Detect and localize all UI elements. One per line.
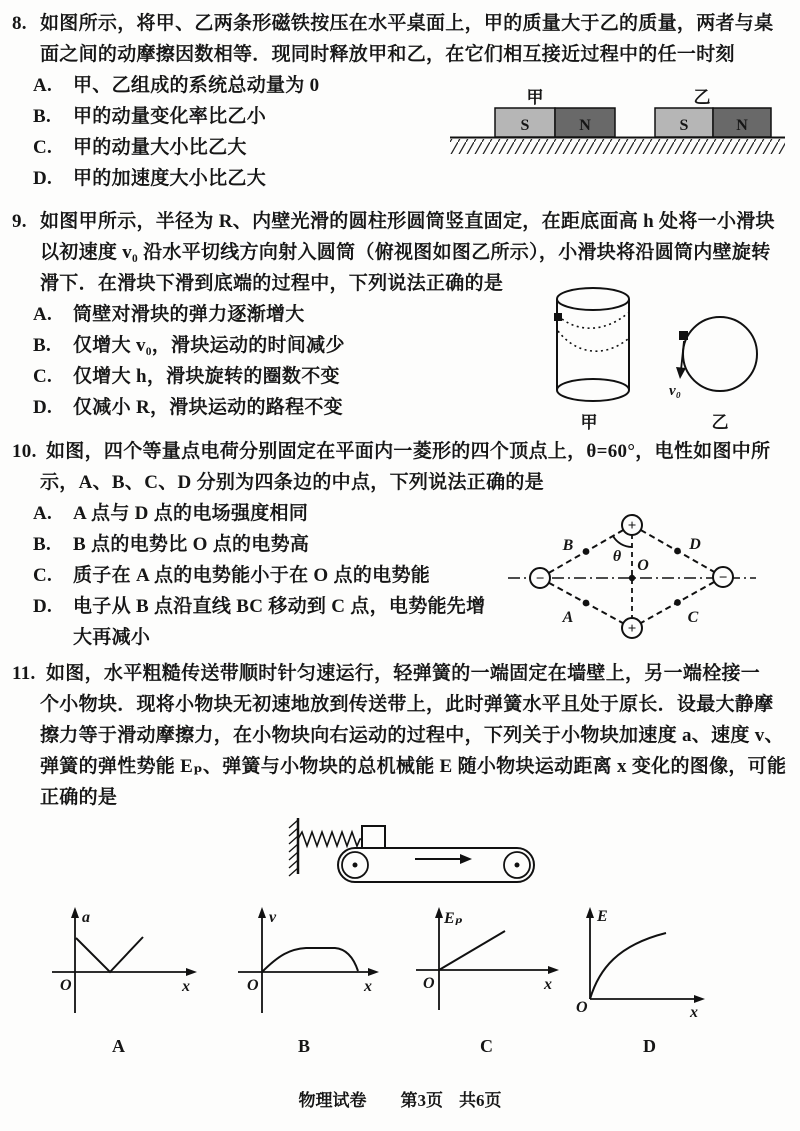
q11-stem-text-1: 如图，水平粗糙传送带顺时针匀速运行，轻弹簧的一端固定在墙壁上，另一端栓接一 (46, 663, 761, 684)
point-a-dot (583, 600, 590, 607)
q8-option-a-label: A. (33, 75, 53, 96)
point-c-label: C (687, 609, 699, 626)
origin-label: O (576, 999, 588, 1016)
footer-doc-title: 物理试卷 (298, 1091, 367, 1110)
q11-stem-line-5: 正确的是 (40, 787, 118, 808)
q8-option-b-text: 甲的动量变化率比乙小 (73, 106, 267, 127)
graph-option-b (222, 905, 412, 1030)
q9-stem-line-3: 滑下．在滑块下滑到底端的过程中，下列说法正确的是 (40, 273, 504, 294)
curve-ep-vs-x (439, 931, 505, 970)
q10-stem-text-1: 如图，四个等量点电荷分别固定在平面内一菱形的四个顶点上，θ=60°，电性如图中所 (46, 441, 771, 462)
point-o-label: O (637, 557, 649, 574)
origin-label: O (247, 977, 259, 994)
magnet-jia-label: 甲 (526, 88, 544, 107)
svg-text:−: − (718, 570, 728, 586)
q8-option-c-text: 甲的动量大小比乙大 (73, 137, 247, 158)
q8-stem-line-2: 面之间的动摩擦因数相等．现同时释放甲和乙，在它们相互接近过程中的任一时刻 (40, 44, 735, 65)
q10-number: 10. (12, 441, 37, 462)
point-b-dot (583, 548, 590, 555)
q10-option-c-label: C. (33, 565, 53, 586)
magnet-yi-n-pole: N (736, 117, 748, 134)
footer-page-total: 共6页 (459, 1091, 502, 1110)
graph-a-caption: A (112, 1036, 125, 1056)
q8-option-c-label: C. (33, 137, 53, 158)
y-axis-label: E (597, 908, 608, 925)
y-axis-label: a (82, 909, 90, 926)
q10-option-b-label: B. (33, 534, 52, 555)
q9-stem-line-1 (0, 206, 800, 237)
block (362, 826, 385, 848)
q11-stem-line-3: 擦力等于滑动摩擦力，在小物块向右运动的过程中，下列关于小物块加速度 a、速度 v、 (40, 725, 784, 746)
q11-stem-line-1 (0, 658, 800, 689)
spring (298, 832, 362, 846)
magnet-jia-n-pole: N (579, 117, 591, 134)
ground-hatching (450, 139, 785, 154)
magnet-jia-s-pole: S (520, 117, 530, 134)
q8-stem-line-1 (0, 8, 800, 39)
magnet-yi-label: 乙 (693, 88, 711, 107)
point-d-dot (674, 548, 681, 555)
q9-option-a-text: 筒壁对滑块的弹力逐渐增大 (73, 304, 305, 325)
q10-option-b-text: B 点的电势比 O 点的电势高 (73, 534, 310, 555)
q11-number: 11. (12, 663, 36, 684)
q8-option-d (0, 163, 800, 194)
q8-number: 8. (12, 13, 27, 34)
wall (289, 818, 298, 876)
curve-e-vs-x (590, 933, 666, 999)
q9-number: 9. (12, 211, 27, 232)
belt-direction-arrow (415, 854, 472, 864)
conveyor-belt-figure (280, 812, 550, 907)
cylinder-side-view (554, 288, 629, 401)
curve-v-vs-x (262, 948, 358, 972)
q10-stem-line-2: 示，A、B、C、D 分别为四条边的中点，下列说法正确的是 (40, 472, 544, 493)
right-negative-charge (713, 567, 733, 587)
graph-option-c (402, 905, 592, 1030)
q9-stem-line-2: 以初速度 v₀ 沿水平切线方向射入圆筒（俯视图如图乙所示），小滑块将沿圆筒内壁旋转 (40, 242, 771, 263)
q10-option-c-text: 质子在 A 点的电势能小于在 O 点的电势能 (73, 565, 431, 586)
q9-option-c-text: 仅增大 h，滑块旋转的圈数不变 (73, 366, 340, 387)
cylinder-figure (545, 282, 780, 432)
spiral-path-upper (562, 313, 628, 328)
q9-option-b-text: 仅增大 v₀，滑块运动的时间减少 (73, 335, 345, 356)
graph-b-caption: B (298, 1036, 311, 1056)
x-axis-label: x (544, 976, 552, 993)
graph-option-d (568, 905, 758, 1030)
left-negative-charge (530, 568, 550, 588)
q9-option-d-label: D. (33, 397, 53, 418)
q10-option-a-label: A. (33, 503, 53, 524)
svg-text:−: − (535, 571, 545, 587)
q9-stem-text-1: 如图甲所示，半径为 R、内壁光滑的圆柱形圆筒竖直固定，在距底面高 h 处将一小滑块 (40, 211, 775, 232)
origin-label: O (423, 975, 435, 992)
q8-option-b-label: B. (33, 106, 52, 127)
q8-option-d-label: D. (33, 168, 53, 189)
x-axis-label: x (364, 978, 372, 995)
theta-arc (613, 536, 632, 547)
q9-option-c-label: C. (33, 366, 53, 387)
y-axis-label: Eₚ (444, 910, 463, 927)
q10-option-a-text: A 点与 D 点的电场强度相同 (73, 503, 309, 524)
point-b-label: B (562, 537, 574, 554)
magnet-jia (495, 108, 615, 137)
right-pulley (504, 852, 530, 878)
graph-c-caption: C (480, 1036, 493, 1056)
curve-a-vs-x (76, 937, 143, 972)
y-axis-label: v (269, 909, 277, 926)
point-c-dot (674, 599, 681, 606)
point-d-label: D (689, 536, 701, 553)
q9-option-b-label: B. (33, 335, 52, 356)
graph-option-a (38, 905, 228, 1030)
svg-text:+: + (627, 621, 637, 637)
graph-d-caption: D (643, 1036, 656, 1056)
q10-option-d-text: 电子从 B 点沿直线 BC 移动到 C 点，电势能先增 (73, 596, 486, 617)
x-axis-label: x (182, 978, 190, 995)
q10-option-d-line-2: 大再减小 (73, 627, 151, 648)
origin-label: O (60, 977, 72, 994)
side-view-label: 甲 (580, 413, 598, 432)
magnet-yi (655, 108, 771, 137)
q10-option-d-label: D. (33, 596, 53, 617)
q9-option-d-text: 仅减小 R，滑块运动的路程不变 (73, 397, 343, 418)
cylinder-top-view (669, 317, 757, 399)
spiral-path-lower (558, 331, 628, 351)
q11-stem-line-4: 弹簧的弹性势能 Eₚ、弹簧与小物块的总机械能 E 随小物块运动距离 x 变化的图像，可能 (40, 756, 787, 777)
top-view-label: 乙 (711, 413, 729, 432)
left-pulley (342, 852, 368, 878)
q8-stem-text-1: 如图所示，将甲、乙两条形磁铁按压在水平桌面上，甲的质量大于乙的质量，两者与桌 (40, 13, 774, 34)
top-positive-charge (622, 515, 642, 535)
point-a-label: A (562, 609, 574, 626)
charge-rhombus-figure (500, 498, 785, 658)
q8-option-a-text: 甲、乙组成的系统总动量为 0 (73, 75, 320, 96)
magnets-figure (450, 86, 785, 158)
slider-block-top-view (679, 331, 688, 340)
point-o-dot (629, 575, 635, 581)
bottom-positive-charge (622, 618, 642, 638)
q10-stem-line-1 (0, 436, 800, 467)
q8-option-d-text: 甲的加速度大小比乙大 (73, 168, 267, 189)
svg-text:+: + (627, 518, 637, 534)
q9-option-a-label: A. (33, 304, 53, 325)
magnet-yi-s-pole: S (679, 117, 689, 134)
x-axis-label: x (690, 1004, 698, 1021)
page-footer (0, 1086, 800, 1111)
theta-label: θ (612, 548, 622, 565)
v0-label: v₀ (669, 383, 681, 399)
q11-stem-line-2: 个小物块．现将小物块无初速地放到传送带上，此时弹簧水平且处于原长．设最大静摩 (40, 694, 774, 715)
footer-page-number: 第3页 (400, 1091, 443, 1110)
question-11 (0, 658, 800, 813)
slider-block (554, 313, 562, 321)
